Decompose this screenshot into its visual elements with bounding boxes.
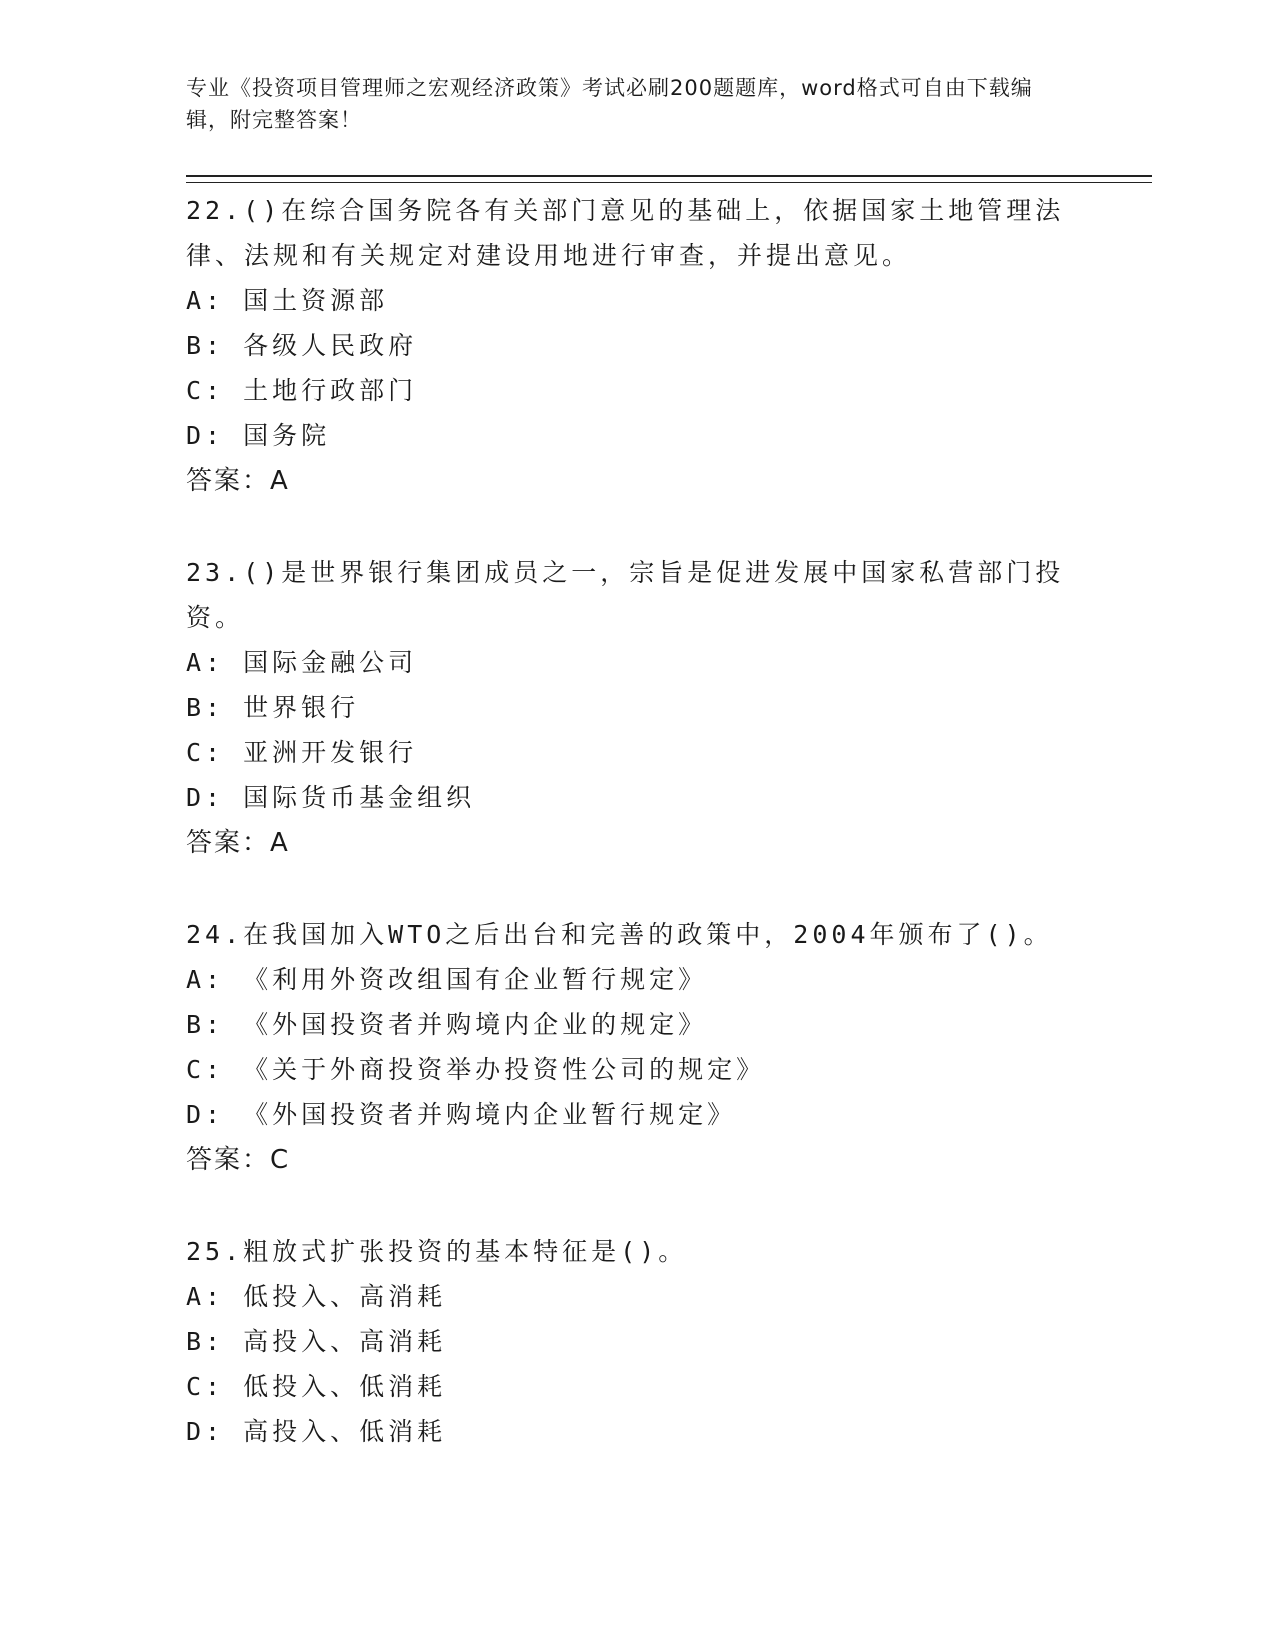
option-b: B: 世界银行 [186, 693, 360, 722]
answer-line: 答案：A [186, 466, 290, 496]
option-b: B: 《外国投资者并购境内企业的规定》 [186, 1010, 708, 1039]
option-a: A: 《利用外资改组国有企业暂行规定》 [186, 965, 708, 994]
option-d: D: 国际货币基金组织 [186, 783, 476, 812]
header-rule-thick [186, 175, 1152, 177]
option-d: D: 《外国投资者并购境内企业暂行规定》 [186, 1100, 737, 1129]
header-rule-thin [186, 182, 1152, 183]
question-text: 24.在我国加入WTO之后出台和完善的政策中，2004年颁布了()。 [186, 920, 1053, 949]
question-text: 25.粗放式扩张投资的基本特征是()。 [186, 1237, 688, 1266]
question-25 [186, 1229, 1086, 1454]
question-text: 22.()在综合国务院各有关部门意见的基础上，依据国家土地管理法律、法规和有关规定对建设用地进行审查，并提出意见。 [186, 196, 1065, 270]
question-22 [186, 188, 1086, 504]
question-23 [186, 550, 1086, 866]
document-header: 专业《投资项目管理师之宏观经济政策》考试必刷200题题库，word格式可自由下载编辑，附完整答案！ [186, 76, 1033, 132]
option-d: D: 国务院 [186, 421, 331, 450]
answer-line: 答案：C [186, 1145, 291, 1175]
question-text: 23.()是世界银行集团成员之一，宗旨是促进发展中国家私营部门投资。 [186, 558, 1065, 632]
option-a: A: 国土资源部 [186, 286, 389, 315]
option-c: C: 土地行政部门 [186, 376, 418, 405]
option-c: C: 低投入、低消耗 [186, 1372, 447, 1401]
question-list [186, 188, 1086, 1500]
option-b: B: 各级人民政府 [186, 331, 418, 360]
option-a: A: 低投入、高消耗 [186, 1282, 447, 1311]
option-a: A: 国际金融公司 [186, 648, 418, 677]
option-d: D: 高投入、低消耗 [186, 1417, 447, 1446]
answer-line: 答案：A [186, 828, 290, 858]
option-c: C: 亚洲开发银行 [186, 738, 418, 767]
option-c: C: 《关于外商投资举办投资性公司的规定》 [186, 1055, 766, 1084]
question-24 [186, 912, 1086, 1183]
option-b: B: 高投入、高消耗 [186, 1327, 447, 1356]
